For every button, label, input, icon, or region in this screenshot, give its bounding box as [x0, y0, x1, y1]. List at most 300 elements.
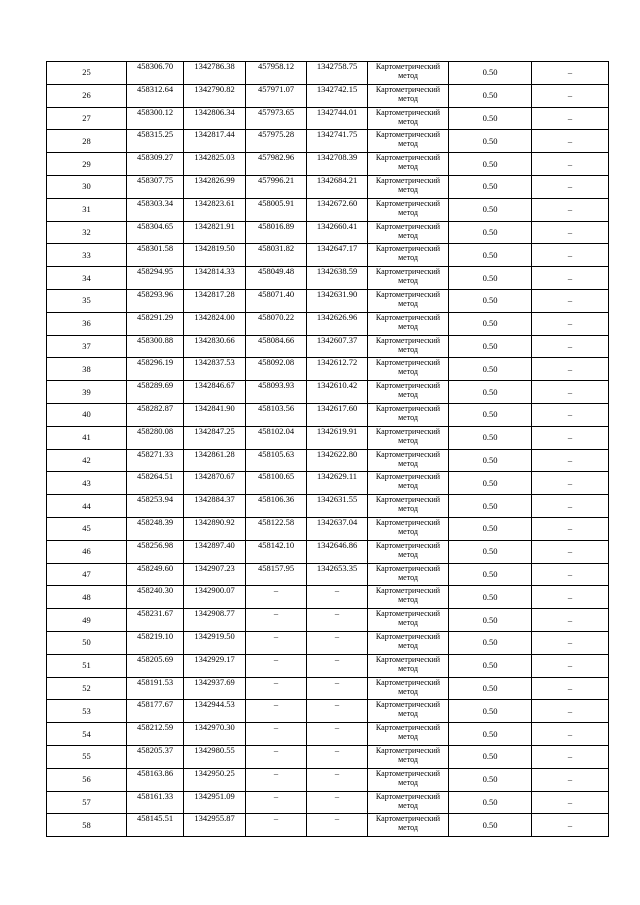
x-existing-cell: 458231.67 — [127, 609, 184, 632]
table-row — [47, 768, 609, 791]
point-number-cell: 50 — [47, 631, 127, 654]
description-cell: – — [532, 153, 609, 176]
x-existing-cell: 458309.27 — [127, 153, 184, 176]
method-line-2: метод — [398, 709, 418, 719]
x-existing-cell: 458300.12 — [127, 107, 184, 130]
y-existing-cell: 1342897.40 — [184, 540, 246, 563]
method-line-1: Картометрический — [375, 312, 441, 322]
y-existing-cell: 1342806.34 — [184, 107, 246, 130]
x-updated-cell: – — [246, 723, 307, 746]
accuracy-cell: 0.50 — [449, 312, 532, 335]
x-existing-cell: 458163.86 — [127, 768, 184, 791]
table-row — [47, 84, 609, 107]
y-existing-cell: 1342980.55 — [184, 745, 246, 768]
method-line-2: метод — [398, 595, 418, 605]
method-line-1: Картометрический — [375, 654, 441, 664]
point-number-cell: 33 — [47, 244, 127, 267]
x-existing-cell: 458205.37 — [127, 745, 184, 768]
method-line-2: метод — [398, 800, 418, 810]
method-cell — [368, 267, 449, 290]
x-updated-cell: 458016.89 — [246, 221, 307, 244]
description-cell: – — [532, 768, 609, 791]
x-existing-cell: 458301.58 — [127, 244, 184, 267]
method-cell — [368, 381, 449, 404]
method-cell — [368, 449, 449, 472]
x-existing-cell: 458303.34 — [127, 198, 184, 221]
method-line-1: Картометрический — [375, 381, 441, 391]
x-existing-cell: 458240.30 — [127, 586, 184, 609]
table-row — [47, 130, 609, 153]
method-line-2: метод — [398, 618, 418, 628]
method-line-2: метод — [398, 549, 418, 559]
x-existing-cell: 458306.70 — [127, 62, 184, 85]
accuracy-cell: 0.50 — [449, 609, 532, 632]
y-updated-cell: – — [307, 677, 368, 700]
y-existing-cell: 1342929.17 — [184, 654, 246, 677]
y-existing-cell: 1342786.38 — [184, 62, 246, 85]
accuracy-cell: 0.50 — [449, 700, 532, 723]
method-line-2: метод — [398, 823, 418, 833]
accuracy-cell: 0.50 — [449, 631, 532, 654]
point-number-cell: 51 — [47, 654, 127, 677]
method-line-1: Картометрический — [375, 700, 441, 710]
accuracy-cell: 0.50 — [449, 289, 532, 312]
x-existing-cell: 458300.88 — [127, 335, 184, 358]
point-number-cell: 27 — [47, 107, 127, 130]
y-existing-cell: 1342919.50 — [184, 631, 246, 654]
y-existing-cell: 1342824.00 — [184, 312, 246, 335]
method-cell — [368, 745, 449, 768]
y-updated-cell: 1342647.17 — [307, 244, 368, 267]
y-existing-cell: 1342846.67 — [184, 381, 246, 404]
description-cell: – — [532, 358, 609, 381]
method-line-2: метод — [398, 481, 418, 491]
accuracy-cell: 0.50 — [449, 267, 532, 290]
point-number-cell: 26 — [47, 84, 127, 107]
y-updated-cell: 1342626.96 — [307, 312, 368, 335]
table-row — [47, 677, 609, 700]
x-updated-cell: 457971.07 — [246, 84, 307, 107]
method-line-2: метод — [398, 367, 418, 377]
y-updated-cell: – — [307, 631, 368, 654]
accuracy-cell: 0.50 — [449, 723, 532, 746]
method-cell — [368, 791, 449, 814]
x-existing-cell: 458280.08 — [127, 426, 184, 449]
method-cell — [368, 335, 449, 358]
description-cell: – — [532, 62, 609, 85]
point-number-cell: 39 — [47, 381, 127, 404]
point-number-cell: 44 — [47, 495, 127, 518]
table-row — [47, 198, 609, 221]
description-cell: – — [532, 403, 609, 426]
x-updated-cell: – — [246, 768, 307, 791]
method-cell — [368, 700, 449, 723]
y-existing-cell: 1342907.23 — [184, 563, 246, 586]
method-line-1: Картометрический — [375, 609, 441, 619]
x-updated-cell: 458100.65 — [246, 472, 307, 495]
x-updated-cell: – — [246, 700, 307, 723]
y-updated-cell: 1342744.01 — [307, 107, 368, 130]
method-line-1: Картометрический — [375, 107, 441, 117]
description-cell: – — [532, 84, 609, 107]
y-updated-cell: 1342619.91 — [307, 426, 368, 449]
point-number-cell: 53 — [47, 700, 127, 723]
point-number-cell: 54 — [47, 723, 127, 746]
method-line-1: Картометрический — [375, 175, 441, 185]
x-updated-cell: 457973.65 — [246, 107, 307, 130]
x-existing-cell: 458249.60 — [127, 563, 184, 586]
x-updated-cell: – — [246, 814, 307, 837]
method-line-1: Картометрический — [375, 449, 441, 459]
y-updated-cell: 1342607.37 — [307, 335, 368, 358]
point-number-cell: 55 — [47, 745, 127, 768]
point-number-cell: 58 — [47, 814, 127, 837]
x-updated-cell: 458084.66 — [246, 335, 307, 358]
x-updated-cell: – — [246, 745, 307, 768]
y-updated-cell: – — [307, 814, 368, 837]
x-updated-cell: 458093.93 — [246, 381, 307, 404]
method-line-1: Картометрический — [375, 267, 441, 277]
table-row — [47, 403, 609, 426]
table-row — [47, 814, 609, 837]
description-cell: – — [532, 631, 609, 654]
table-row — [47, 609, 609, 632]
x-updated-cell: 458102.04 — [246, 426, 307, 449]
x-updated-cell: – — [246, 609, 307, 632]
y-updated-cell: – — [307, 609, 368, 632]
table-row — [47, 267, 609, 290]
accuracy-cell: 0.50 — [449, 791, 532, 814]
method-cell — [368, 677, 449, 700]
y-updated-cell: 1342610.42 — [307, 381, 368, 404]
table-row — [47, 289, 609, 312]
accuracy-cell: 0.50 — [449, 768, 532, 791]
method-line-1: Картометрический — [375, 495, 441, 505]
point-number-cell: 47 — [47, 563, 127, 586]
method-line-1: Картометрический — [375, 289, 441, 299]
y-updated-cell: 1342637.04 — [307, 517, 368, 540]
description-cell: – — [532, 289, 609, 312]
description-cell: – — [532, 495, 609, 518]
description-cell: – — [532, 609, 609, 632]
y-existing-cell: 1342890.92 — [184, 517, 246, 540]
method-line-2: метод — [398, 344, 418, 354]
x-updated-cell: – — [246, 677, 307, 700]
point-number-cell: 40 — [47, 403, 127, 426]
method-line-1: Картометрический — [375, 62, 441, 71]
description-cell: – — [532, 723, 609, 746]
table-row — [47, 700, 609, 723]
description-cell: – — [532, 312, 609, 335]
method-cell — [368, 198, 449, 221]
y-existing-cell: 1342944.53 — [184, 700, 246, 723]
description-cell: – — [532, 381, 609, 404]
y-updated-cell: – — [307, 654, 368, 677]
method-cell — [368, 84, 449, 107]
accuracy-cell: 0.50 — [449, 335, 532, 358]
x-updated-cell: 458103.56 — [246, 403, 307, 426]
table-row — [47, 312, 609, 335]
method-line-2: метод — [398, 116, 418, 126]
method-line-1: Картометрический — [375, 677, 441, 687]
table-row — [47, 62, 609, 85]
method-line-1: Картометрический — [375, 586, 441, 596]
description-cell: – — [532, 540, 609, 563]
method-line-2: метод — [398, 321, 418, 331]
method-cell — [368, 654, 449, 677]
accuracy-cell: 0.50 — [449, 175, 532, 198]
x-updated-cell: 458049.48 — [246, 267, 307, 290]
description-cell: – — [532, 654, 609, 677]
method-line-2: метод — [398, 412, 418, 422]
method-cell — [368, 517, 449, 540]
y-existing-cell: 1342841.90 — [184, 403, 246, 426]
table-row — [47, 175, 609, 198]
point-number-cell: 38 — [47, 358, 127, 381]
x-existing-cell: 458293.96 — [127, 289, 184, 312]
point-number-cell: 28 — [47, 130, 127, 153]
accuracy-cell: 0.50 — [449, 517, 532, 540]
table-row — [47, 654, 609, 677]
method-line-2: метод — [398, 139, 418, 149]
y-updated-cell: 1342638.59 — [307, 267, 368, 290]
method-line-2: метод — [398, 93, 418, 103]
y-updated-cell: 1342741.75 — [307, 130, 368, 153]
method-line-2: метод — [398, 230, 418, 240]
method-cell — [368, 107, 449, 130]
x-updated-cell: 458122.58 — [246, 517, 307, 540]
x-updated-cell: 458105.63 — [246, 449, 307, 472]
method-line-1: Картометрический — [375, 814, 441, 824]
x-existing-cell: 458289.69 — [127, 381, 184, 404]
method-cell — [368, 403, 449, 426]
y-updated-cell: 1342629.11 — [307, 472, 368, 495]
description-cell: – — [532, 517, 609, 540]
y-existing-cell: 1342884.37 — [184, 495, 246, 518]
y-updated-cell: – — [307, 791, 368, 814]
y-updated-cell: 1342631.90 — [307, 289, 368, 312]
method-line-2: метод — [398, 162, 418, 172]
y-existing-cell: 1342821.91 — [184, 221, 246, 244]
point-number-cell: 52 — [47, 677, 127, 700]
method-line-1: Картометрический — [375, 472, 441, 482]
table-row — [47, 791, 609, 814]
method-line-2: метод — [398, 276, 418, 286]
description-cell: – — [532, 745, 609, 768]
point-number-cell: 34 — [47, 267, 127, 290]
y-existing-cell: 1342970.30 — [184, 723, 246, 746]
method-line-2: метод — [398, 253, 418, 263]
point-number-cell: 35 — [47, 289, 127, 312]
y-existing-cell: 1342817.44 — [184, 130, 246, 153]
y-updated-cell: – — [307, 745, 368, 768]
method-cell — [368, 175, 449, 198]
method-cell — [368, 814, 449, 837]
point-number-cell: 36 — [47, 312, 127, 335]
y-updated-cell: 1342684.21 — [307, 175, 368, 198]
y-updated-cell: 1342612.72 — [307, 358, 368, 381]
y-updated-cell: 1342617.60 — [307, 403, 368, 426]
x-existing-cell: 458304.65 — [127, 221, 184, 244]
method-line-2: метод — [398, 71, 418, 80]
description-cell: – — [532, 198, 609, 221]
accuracy-cell: 0.50 — [449, 814, 532, 837]
accuracy-cell: 0.50 — [449, 586, 532, 609]
table-row — [47, 745, 609, 768]
y-updated-cell: – — [307, 586, 368, 609]
y-updated-cell: – — [307, 723, 368, 746]
y-updated-cell: 1342622.80 — [307, 449, 368, 472]
point-number-cell: 29 — [47, 153, 127, 176]
method-line-1: Картометрический — [375, 768, 441, 778]
point-number-cell: 42 — [47, 449, 127, 472]
y-existing-cell: 1342937.69 — [184, 677, 246, 700]
coordinates-table — [46, 61, 609, 837]
y-existing-cell: 1342817.28 — [184, 289, 246, 312]
point-number-cell: 45 — [47, 517, 127, 540]
x-updated-cell: 458092.08 — [246, 358, 307, 381]
point-number-cell: 56 — [47, 768, 127, 791]
x-existing-cell: 458315.25 — [127, 130, 184, 153]
table-row — [47, 358, 609, 381]
x-existing-cell: 458312.64 — [127, 84, 184, 107]
accuracy-cell: 0.50 — [449, 107, 532, 130]
y-existing-cell: 1342819.50 — [184, 244, 246, 267]
description-cell: – — [532, 791, 609, 814]
x-existing-cell: 458296.19 — [127, 358, 184, 381]
point-number-cell: 37 — [47, 335, 127, 358]
y-updated-cell: 1342708.39 — [307, 153, 368, 176]
x-existing-cell: 458205.69 — [127, 654, 184, 677]
accuracy-cell: 0.50 — [449, 495, 532, 518]
x-existing-cell: 458307.75 — [127, 175, 184, 198]
method-line-1: Картометрический — [375, 791, 441, 801]
method-line-2: метод — [398, 184, 418, 194]
method-line-1: Картометрический — [375, 631, 441, 641]
description-cell: – — [532, 563, 609, 586]
accuracy-cell: 0.50 — [449, 426, 532, 449]
x-existing-cell: 458248.39 — [127, 517, 184, 540]
x-existing-cell: 458161.33 — [127, 791, 184, 814]
x-updated-cell: 457982.96 — [246, 153, 307, 176]
point-number-cell: 30 — [47, 175, 127, 198]
method-line-1: Картометрический — [375, 130, 441, 140]
y-existing-cell: 1342837.53 — [184, 358, 246, 381]
accuracy-cell: 0.50 — [449, 540, 532, 563]
y-updated-cell: 1342672.60 — [307, 198, 368, 221]
y-updated-cell: – — [307, 700, 368, 723]
accuracy-cell: 0.50 — [449, 403, 532, 426]
point-number-cell: 31 — [47, 198, 127, 221]
table-row — [47, 335, 609, 358]
x-updated-cell: 458005.91 — [246, 198, 307, 221]
method-cell — [368, 540, 449, 563]
method-line-1: Картометрический — [375, 84, 441, 94]
accuracy-cell: 0.50 — [449, 130, 532, 153]
method-line-2: метод — [398, 504, 418, 514]
y-existing-cell: 1342830.66 — [184, 335, 246, 358]
method-line-1: Картометрический — [375, 426, 441, 436]
table-row — [47, 426, 609, 449]
x-existing-cell: 458191.53 — [127, 677, 184, 700]
x-updated-cell: 457975.28 — [246, 130, 307, 153]
method-cell — [368, 426, 449, 449]
y-existing-cell: 1342951.09 — [184, 791, 246, 814]
accuracy-cell: 0.50 — [449, 677, 532, 700]
description-cell: – — [532, 586, 609, 609]
description-cell: – — [532, 130, 609, 153]
table-row — [47, 631, 609, 654]
method-cell — [368, 472, 449, 495]
table-row — [47, 381, 609, 404]
description-cell: – — [532, 244, 609, 267]
x-existing-cell: 458291.29 — [127, 312, 184, 335]
accuracy-cell: 0.50 — [449, 563, 532, 586]
x-updated-cell: 458142.10 — [246, 540, 307, 563]
y-updated-cell: 1342758.75 — [307, 62, 368, 85]
description-cell: – — [532, 677, 609, 700]
method-line-1: Картометрический — [375, 153, 441, 163]
method-cell — [368, 130, 449, 153]
method-cell — [368, 563, 449, 586]
y-updated-cell: 1342660.41 — [307, 221, 368, 244]
method-line-2: метод — [398, 435, 418, 445]
y-existing-cell: 1342900.07 — [184, 586, 246, 609]
method-line-2: метод — [398, 663, 418, 673]
method-line-2: метод — [398, 526, 418, 536]
method-line-1: Картометрический — [375, 335, 441, 345]
point-number-cell: 41 — [47, 426, 127, 449]
description-cell: – — [532, 175, 609, 198]
accuracy-cell: 0.50 — [449, 221, 532, 244]
x-existing-cell: 458282.87 — [127, 403, 184, 426]
description-cell: – — [532, 221, 609, 244]
method-line-2: метод — [398, 572, 418, 582]
method-line-1: Картометрический — [375, 244, 441, 254]
x-existing-cell: 458145.51 — [127, 814, 184, 837]
y-updated-cell: 1342653.35 — [307, 563, 368, 586]
table-row — [47, 723, 609, 746]
x-updated-cell: 458070.22 — [246, 312, 307, 335]
point-number-cell: 49 — [47, 609, 127, 632]
point-number-cell: 32 — [47, 221, 127, 244]
accuracy-cell: 0.50 — [449, 153, 532, 176]
point-number-cell: 57 — [47, 791, 127, 814]
method-line-1: Картометрический — [375, 563, 441, 573]
accuracy-cell: 0.50 — [449, 381, 532, 404]
y-existing-cell: 1342908.77 — [184, 609, 246, 632]
description-cell: – — [532, 449, 609, 472]
y-existing-cell: 1342790.82 — [184, 84, 246, 107]
y-existing-cell: 1342847.25 — [184, 426, 246, 449]
method-line-1: Картометрический — [375, 198, 441, 208]
description-cell: – — [532, 107, 609, 130]
y-existing-cell: 1342826.99 — [184, 175, 246, 198]
method-line-2: метод — [398, 298, 418, 308]
accuracy-cell: 0.50 — [449, 244, 532, 267]
y-existing-cell: 1342955.87 — [184, 814, 246, 837]
method-line-1: Картометрический — [375, 540, 441, 550]
method-line-2: метод — [398, 640, 418, 650]
accuracy-cell: 0.50 — [449, 198, 532, 221]
y-updated-cell: – — [307, 768, 368, 791]
method-cell — [368, 244, 449, 267]
method-line-2: метод — [398, 390, 418, 400]
table-row — [47, 586, 609, 609]
method-line-2: метод — [398, 732, 418, 742]
table-row — [47, 563, 609, 586]
x-updated-cell: – — [246, 791, 307, 814]
